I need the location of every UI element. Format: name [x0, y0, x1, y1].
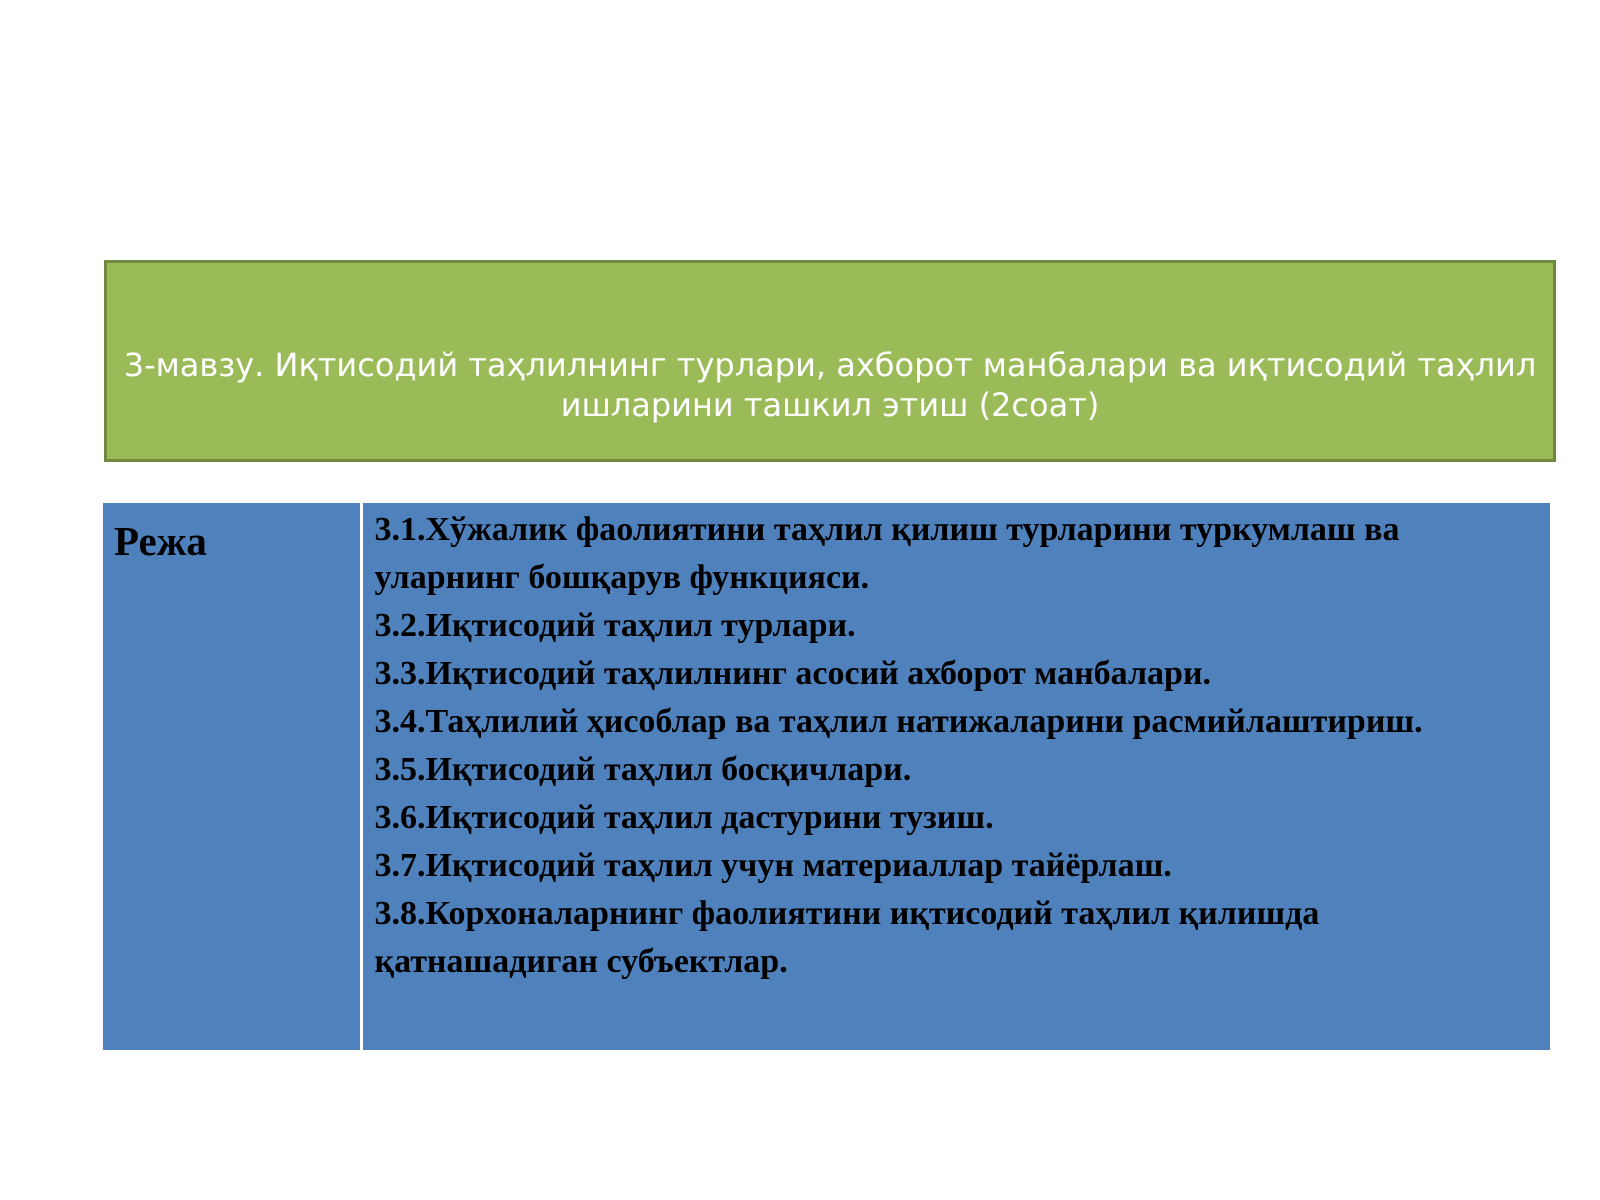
plan-item: 3.8.Корхоналарнинг фаолиятини иқтисодий таҳлил қилишда қатнашадиган субъектлар.	[374, 895, 1320, 980]
plan-row	[103, 503, 1550, 1050]
plan-item: 3.6.Иқтисодий таҳлил дастурини тузиш.	[374, 799, 994, 836]
plan-item: 3.3.Иқтисодий таҳлилнинг асосий ахборот манбалари.	[374, 655, 1212, 692]
plan-table	[103, 503, 1550, 1050]
slide-title: 3-мавзу. Иқтисодий таҳлилнинг турлари, ахборот манбалари ва иқтисодий таҳлил ишларини ташкил этиш (2соат)	[123, 346, 1537, 424]
plan-items-cell	[361, 503, 1550, 1050]
plan-label-cell	[103, 503, 361, 1050]
plan-item: 3.1.Хўжалик фаолиятини таҳлил қилиш турларини туркумлаш ва уларнинг бошқарув функцияси.	[374, 511, 1400, 596]
plan-item: 3.5.Иқтисодий таҳлил босқичлари.	[374, 751, 912, 788]
plan-items-list	[375, 506, 1539, 986]
plan-item: 3.4.Таҳлилий ҳисоблар ва таҳлил натижаларини расмийлаштириш.	[374, 703, 1423, 740]
title-box	[104, 260, 1556, 462]
plan-item: 3.2.Иқтисодий таҳлил турлари.	[374, 607, 856, 644]
plan-label: Режа	[114, 518, 207, 564]
plan-item: 3.7.Иқтисодий таҳлил учун материаллар тайёрлаш.	[374, 847, 1172, 884]
